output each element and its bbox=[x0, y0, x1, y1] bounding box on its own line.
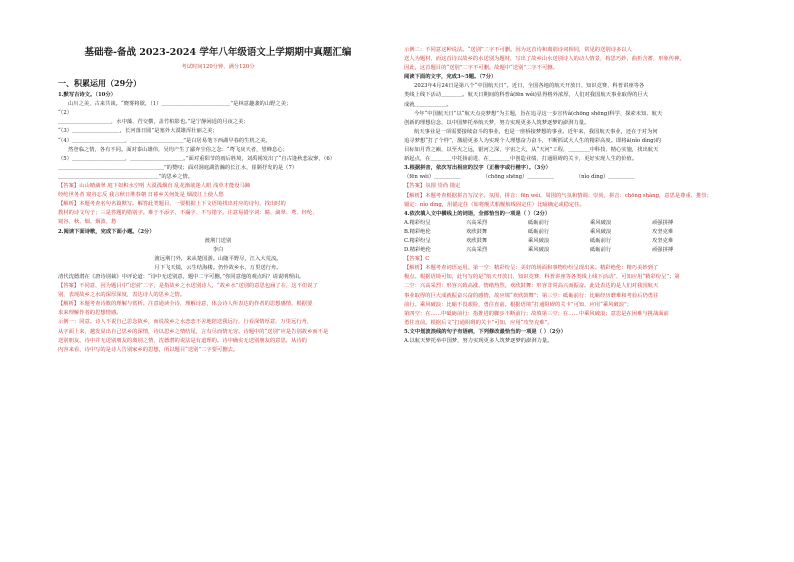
option-row bbox=[404, 228, 734, 237]
q1-line: 然登临之情，各有不同。面对泰山雄伟，吴均产生了鄙弃尘俗之念：“鸢飞戾天者，望峰息心； bbox=[68, 146, 288, 153]
pinyin-blank: （chōng shēng）＿＿＿＿＿ bbox=[482, 174, 554, 181]
section-heading: 一、积累运用（29分） bbox=[58, 78, 142, 89]
q3-pinyin-blanks bbox=[404, 173, 734, 182]
poem-line: 月下飞天镜，云生结海楼。仍怜故乡水，万里送行舟。 bbox=[154, 264, 282, 271]
pinyin-blank: （fēn wéi）＿＿＿＿＿ bbox=[404, 174, 461, 181]
q1-line: 山川之美，古来共谈。“晓雾将歇，（1）＿＿＿＿＿＿＿＿＿＿＿＿＿”是林意趣袭的山野之美； bbox=[68, 101, 292, 108]
q4-analysis: 勇往直前。根据后文“打通阻碍的关卡”可知，应用“攻坚克难”。 bbox=[404, 319, 553, 326]
option-cell: 乘风破浪 bbox=[528, 247, 550, 254]
q2-analysis: 示例二：不同意这种说法。“送别”二字不可删。因为这首诗和离别诗词相同，常见的送别诗多以人 bbox=[404, 47, 632, 53]
pinyin-blank: （nǐo dìng）＿＿＿＿＿ bbox=[575, 174, 635, 181]
q2-analysis: 示例一：同意。诗人不说自己思念故乡，而说故乡之水恋恋不舍地陪送我远行，行看深情厚意，万里远行舟， bbox=[58, 319, 313, 326]
question-2-heading: 2.阅读下面诗歌，完成下面小题。（2分） bbox=[58, 228, 155, 235]
q1-analysis: 窥谷、秋、烟、烟波、愁 bbox=[58, 219, 117, 226]
option-cell: C.精彩纷呈 bbox=[404, 237, 431, 244]
question-3-heading: 3.根据拼音，依次写出相应的汉字（正楷字或行楷字）。（3分） bbox=[404, 165, 551, 172]
poem-author: 李白 bbox=[212, 246, 224, 253]
q2-answer: 【答案】不同意，因为题目中“送别”二字，是指故乡之水送别诗人，“故乡水”送别的意思包涵了在，这不但说了 bbox=[58, 283, 318, 290]
left-column bbox=[58, 46, 378, 355]
option-row bbox=[404, 219, 734, 228]
reading-passage bbox=[404, 82, 734, 164]
q1-line: ＿＿＿＿＿＿＿＿＿＿＿＿＿＿＿＿＿＿＿＿”的赞叹；面对洞庭湖浩瀚的长江水，崔颢抒发的是（7） bbox=[58, 164, 298, 171]
passage-line: 追寻梦想“打了个样”，激励更多人为实现个人理想奋力奋斗，不断抓试大人生的精彩高度。即将â(nǐo dìng)的 bbox=[404, 137, 662, 144]
q2-analysis: 送别朋友，诗中并无送别朋友的离别之情，沈德潜的说法是有道理的。诗中确实无送别朋友的意思，从诗的 bbox=[58, 337, 307, 344]
option-cell: 兴高采烈 bbox=[466, 247, 488, 254]
q1-answer: 经纶世务者 窥谷忘反 我言秋日胜春朝 日暮乡关何处是 烟波江上使人愁 bbox=[58, 192, 224, 199]
passage-line: 新起点，在＿＿＿＿中托扬前进，在＿＿＿＿中创造业绩，打通阻碍的关卡，更好实现人生的价值。 bbox=[404, 156, 638, 163]
q4-analysis: 第四空：在……中砥砺前行：指推进的脚步不断前行；故填第三空；在……中乘风破浪；意思是在困难与挑战面前 bbox=[404, 310, 669, 317]
option-cell: 砥砺前行 bbox=[528, 228, 550, 235]
option-cell: 顽强拼搏 bbox=[652, 219, 674, 226]
q3-analysis: 【解析】本题考查根据拼音写汉字。氛围，拼音：fēn wéi，周围的气氛和情调；崇尚，拼音：chōng shàng，意思是尊重、推崇； bbox=[404, 192, 712, 199]
q1-line: ＿＿＿＿＿＿＿＿＿＿＿＿＿＿＿＿＿＿＿”的思乡之情。 bbox=[58, 173, 194, 180]
q1-analysis: 教材的诗文句子；三是答题的错别字。难于不添字、不漏字、不写错字。注意易错字词：睛、滴翠、鸢、经纶、 bbox=[58, 210, 318, 217]
q2-analysis: 内容来看，诗中写的是诗人告别家乡的思想，所以题目“送别”二字要可删去。 bbox=[58, 346, 239, 353]
right-column bbox=[404, 46, 734, 346]
passage-line: 创新的理想信念，以中国梦托举航天梦，努力实现更多人筑梦逐梦的澎湃力量。 bbox=[404, 119, 590, 126]
exam-info: 考试时间120分钟，满分120分 bbox=[181, 64, 255, 70]
option-cell: B.精彩绝伦 bbox=[404, 228, 431, 235]
q2-answer: 别，表现故乡之水的深厚深度，表达诗人的思乡之情。 bbox=[58, 292, 186, 299]
option-cell: 砥砺前行 bbox=[528, 219, 550, 226]
passage-line: 类线上线下活动＿＿＿＿。航天日期间的科普â(fēn wéi)显得格外浓厚，人们对我国航天事业取得的巨大 bbox=[404, 92, 649, 99]
passage-line: 航天事业是一项需要接续奋斗的事业，也是一座桥接梦想的事业。近年来，我国航天事业，还在于对为何 bbox=[414, 128, 658, 135]
q1-answer: 【答案】山山晴滴翠 庭下如积水空明 大漠孤烟直 乱花渐欲迷人眼 浅草才能没马蹄 bbox=[58, 183, 251, 190]
question-1-body bbox=[58, 100, 378, 182]
q3-analysis: 锚定：nǐo dìng，用锚定住（如将舰式船舰航线固定住）比喻确定或稳定住。 bbox=[404, 201, 585, 208]
q4-analysis: 事业取得的巨大成就振奋兴奋的感情，故应填“欢欣鼓舞”；第三空：砥砺前行：比喻经历磨难和考验后仍勇往 bbox=[404, 292, 659, 299]
q4-analysis: 极点。根据语境可知，此句写的是“航天开放日、知识竞赛、科普讲座等各类线上线下活动”，可知应用“精彩纷呈”；第 bbox=[404, 274, 680, 281]
q2-analysis: 因此，这首题目的“送别”二字不可删。故题中“送别”二字不可删。 bbox=[404, 65, 558, 72]
q1-line: “（2） bbox=[58, 110, 73, 117]
option-cell: 砥砺前行 bbox=[590, 237, 612, 244]
option-row bbox=[404, 237, 734, 246]
poem-line: 渡远荆门外，来从楚国游。山随平野尽，江入大荒流。 bbox=[154, 255, 282, 262]
option-cell: 欢欣鼓舞 bbox=[466, 228, 488, 235]
option-cell: A.精彩纷呈 bbox=[404, 219, 431, 226]
option-cell: 乘风破浪 bbox=[528, 237, 550, 244]
q2-prompt: 清代沈德潜在《唐诗别裁》中评论道：“诗中无送别意，题中二字可删。”你同意他的观点吗？请说明理由。 bbox=[58, 273, 305, 280]
question-1-heading: 1.默写古诗文。（10分） bbox=[58, 92, 116, 99]
poem-title: 渡荆门送别 bbox=[204, 237, 232, 244]
option-cell: D.精彩绝伦 bbox=[404, 247, 431, 254]
q1-line: （5）＿＿＿＿＿＿＿＿＿＿，＿＿＿＿＿＿＿＿＿＿。”面对重阳节的雨后胜境，刘禹锡发出了“自古逢秋悲寂寥，（6） bbox=[58, 155, 336, 162]
q2-analysis: 求来理解作者的思想情感。 bbox=[58, 310, 122, 317]
question-5-heading: 5.文中划波浪线的句子有语病，下列修改最恰当的一项是（ ）（2分） bbox=[404, 328, 567, 335]
reading-heading: 阅读下面的文字，完成3~5题。（7分） bbox=[404, 74, 497, 81]
q1-analysis: 【解析】本题考查名句名篇默写。解答此类题目，一要根据上下文语境找出对应的诗句，找出时的 bbox=[58, 201, 286, 208]
q4-analysis: 二空：兴高采烈：形容兴致高涨、情绪热烈。欢欣鼓舞：形容非常高兴而振奋。此处表达的是人们对我国航天 bbox=[404, 283, 659, 290]
option-cell: 攻坚克难 bbox=[652, 237, 674, 244]
option-cell: 砥砺前行 bbox=[590, 247, 612, 254]
q4-analysis: 【解析】本题考查词语运用。第一空：精彩纷呈：美好的场面和事物纷纷呈现出来。精彩绝伦：精巧美妙到了 bbox=[404, 265, 659, 272]
q2-analysis: 【解析】本题考查诗歌的理解与赏析。注意通读全诗，理解诗意，体会诗人所表达的作者的思想感情，根据要 bbox=[58, 301, 313, 308]
option-cell: 兴高采烈 bbox=[466, 219, 488, 226]
option-row bbox=[404, 246, 734, 255]
q3-answer: 【答案】氛围 崇尚 锚定 bbox=[404, 183, 461, 190]
page-title: 基础卷-备战 2023-2024 学年八年级语文上学期期中真题汇编 bbox=[84, 47, 352, 58]
q1-line: “（3）＿＿＿＿＿＿＿＿＿，长河落日圆”是塞外大漠雄浑壮丽之美； bbox=[58, 128, 218, 135]
q4-analysis: 前行。乘风破浪：比喻不畏艰险，勇往直前。根据语境“打通阻碍的关卡”可知，应用“乘风破浪”； bbox=[404, 301, 633, 308]
q4-answer: 【答案】C bbox=[404, 256, 430, 263]
q4-options bbox=[404, 219, 734, 255]
passage-line: 成就＿＿＿＿＿＿。 bbox=[404, 101, 452, 108]
option-cell: 乘风破浪 bbox=[590, 228, 612, 235]
q5-option-a: A.以航天梦托举中国梦，努力实现更多人筑梦逐梦的澎湃力量。 bbox=[404, 338, 553, 344]
passage-line: 目标如月背之巅，以至火之远，银河之深，宇宙之大，从“天河”工程，＿＿＿＿中科技、精心实施，找出航天 bbox=[404, 147, 659, 154]
option-cell: 欢欣鼓舞 bbox=[466, 237, 488, 244]
q1-line: “（4）＿＿＿＿＿＿＿＿＿＿，＿＿＿＿＿＿＿＿＿＿”是白居易笔下西湖早春的生机之美。 bbox=[58, 137, 271, 144]
option-cell: 攻坚克难 bbox=[652, 228, 674, 235]
option-cell: 乘风破浪 bbox=[590, 219, 612, 226]
question-4-heading: 4.依次填入文中横线上的词语，全部恰当的一项是（ ）（2分） bbox=[404, 210, 551, 217]
q1-line: ＿＿＿＿＿＿＿＿＿＿，水中藻、荇交横，盖竹柏影也。”是宁静闲适的月夜之美； bbox=[58, 119, 249, 126]
passage-line: 今年“中国航天日”以“航天点亮梦想”为主题，旨在追寻这一步宣传â(chōng shēng)科学、探索未知、航天 bbox=[414, 110, 663, 117]
passage-line: 2023年4月24日是第八个“中国航天日”。近日，全国各地的航天开放日、知识竞赛、科普讲座等各 bbox=[414, 83, 645, 90]
option-cell: 顽强拼搏 bbox=[652, 247, 674, 254]
q2-analysis: 从字面上来，越发显出自己思乡的深情，诗以思乡之情结尾，言有尽而情无穷。诗题中的“送别”应是告别故乡而不是 bbox=[58, 328, 329, 335]
q2-analysis: 送人为题材，而这首诗以故乡的水送别为题材，写出了故乡山水送别诗人的动人情景，构思巧妙，曲折含蓄，形象传神。 bbox=[404, 56, 685, 63]
